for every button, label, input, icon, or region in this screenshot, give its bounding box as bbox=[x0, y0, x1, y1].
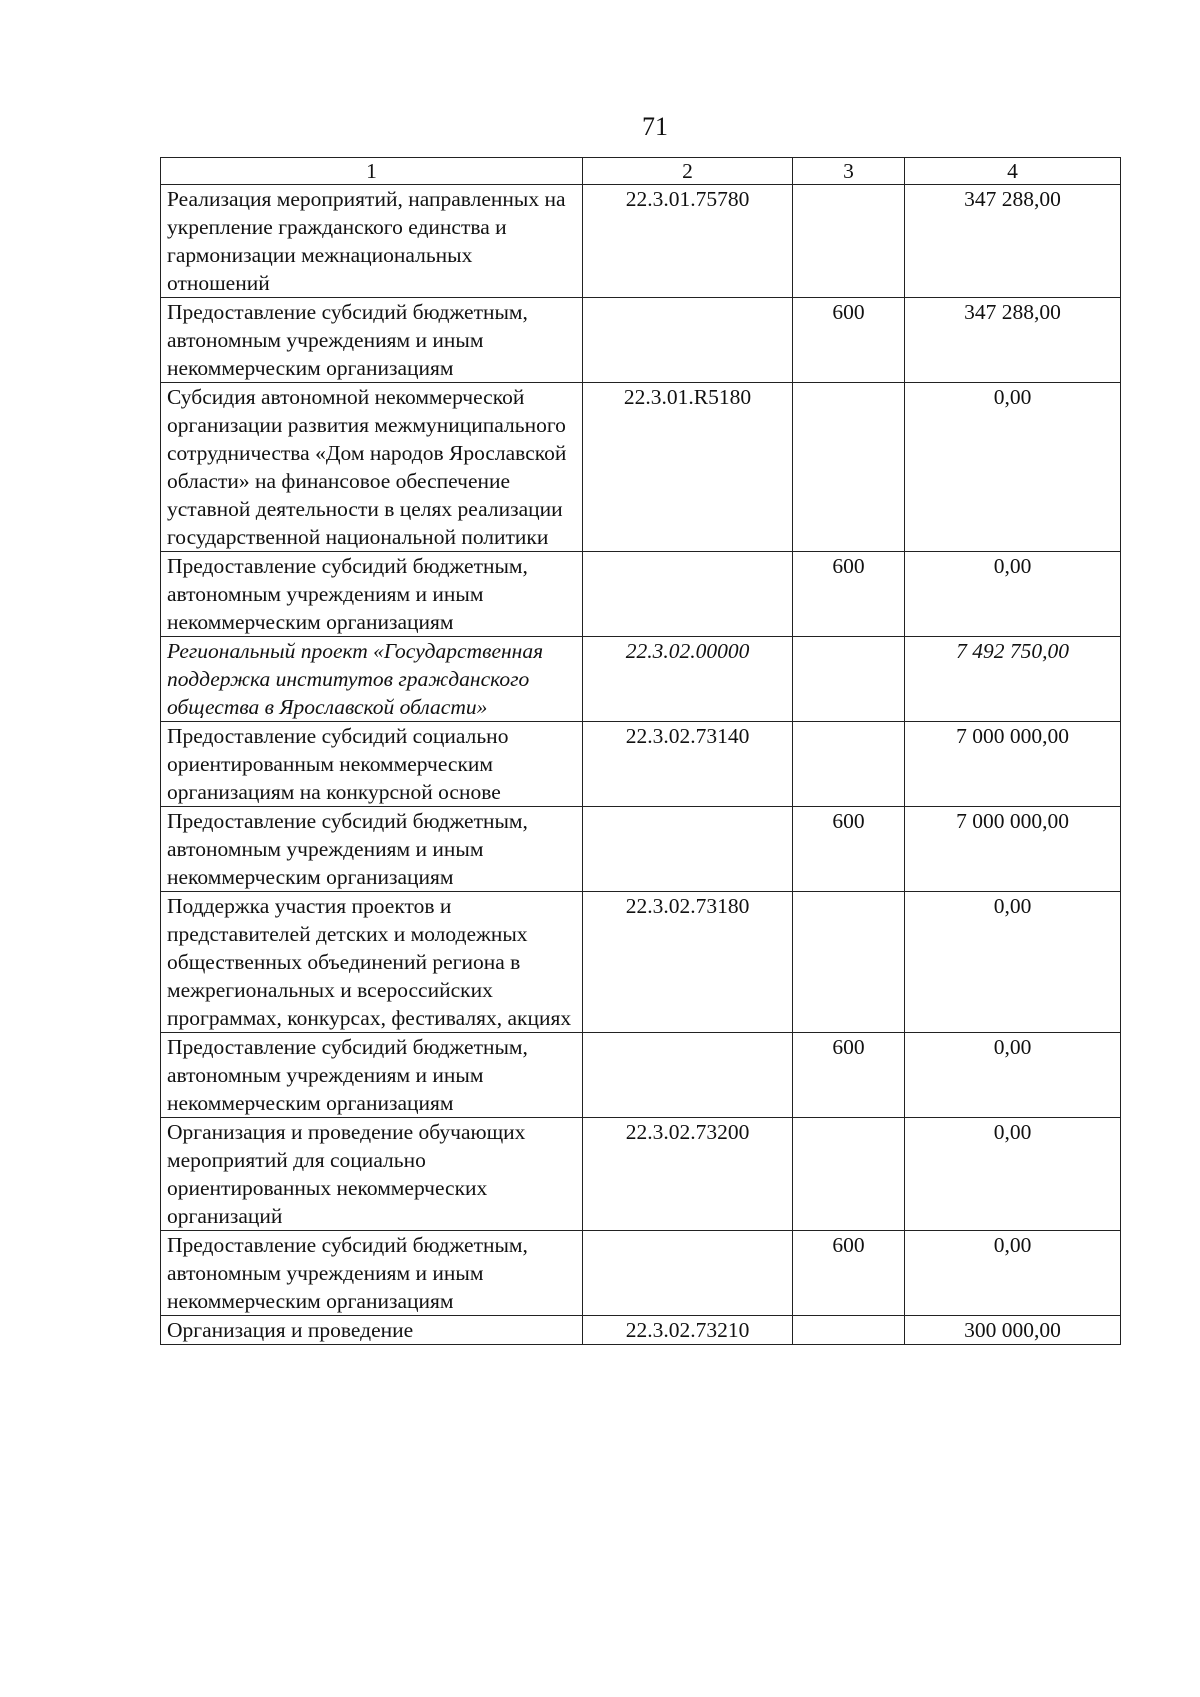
expense-type-cell: 600 bbox=[793, 807, 905, 892]
amount-cell: 7 000 000,00 bbox=[905, 722, 1121, 807]
table-row bbox=[161, 185, 1121, 298]
name-cell: Предоставление субсидий бюджетным, автономным учреждениям и иным некоммерческим организациям bbox=[161, 807, 583, 892]
amount-cell: 0,00 bbox=[905, 1231, 1121, 1316]
code-cell: 22.3.01.R5180 bbox=[583, 383, 793, 552]
amount-cell: 347 288,00 bbox=[905, 298, 1121, 383]
amount-cell: 300 000,00 bbox=[905, 1316, 1121, 1345]
code-cell: 22.3.02.73200 bbox=[583, 1118, 793, 1231]
amount-cell: 0,00 bbox=[905, 1118, 1121, 1231]
expense-type-cell: 600 bbox=[793, 552, 905, 637]
budget-table bbox=[160, 157, 1121, 1345]
table-row bbox=[161, 1231, 1121, 1316]
code-cell: 22.3.02.73180 bbox=[583, 892, 793, 1033]
amount-cell: 0,00 bbox=[905, 383, 1121, 552]
expense-type-cell bbox=[793, 637, 905, 722]
code-cell: 22.3.02.73210 bbox=[583, 1316, 793, 1345]
page-number: 71 bbox=[642, 112, 668, 141]
name-cell: Предоставление субсидий социально ориентированным некоммерческим организациям на конкурсной основе bbox=[161, 722, 583, 807]
code-cell bbox=[583, 1231, 793, 1316]
name-cell: Региональный проект «Государственная поддержка институтов гражданского общества в Ярославской области» bbox=[161, 637, 583, 722]
table-row bbox=[161, 298, 1121, 383]
name-cell: Поддержка участия проектов и представителей детских и молодежных общественных объединений региона в межрегиональных и всероссийских программах, конкурсах, фестивалях, акциях bbox=[161, 892, 583, 1033]
table-body bbox=[161, 185, 1121, 1345]
column-header-4: 4 bbox=[905, 158, 1121, 185]
expense-type-cell: 600 bbox=[793, 1231, 905, 1316]
name-cell: Организация и проведение bbox=[161, 1316, 583, 1345]
amount-cell: 7 492 750,00 bbox=[905, 637, 1121, 722]
table-row bbox=[161, 892, 1121, 1033]
table-row bbox=[161, 1033, 1121, 1118]
code-cell bbox=[583, 1033, 793, 1118]
table-row bbox=[161, 637, 1121, 722]
column-header-3: 3 bbox=[793, 158, 905, 185]
amount-cell: 347 288,00 bbox=[905, 185, 1121, 298]
name-cell: Предоставление субсидий бюджетным, автономным учреждениям и иным некоммерческим организациям bbox=[161, 1231, 583, 1316]
expense-type-cell bbox=[793, 1118, 905, 1231]
name-cell: Предоставление субсидий бюджетным, автономным учреждениям и иным некоммерческим организациям bbox=[161, 1033, 583, 1118]
name-cell: Реализация мероприятий, направленных на укрепление гражданского единства и гармонизации межнациональных отношений bbox=[161, 185, 583, 298]
table-row bbox=[161, 722, 1121, 807]
table-row bbox=[161, 807, 1121, 892]
code-cell bbox=[583, 298, 793, 383]
amount-cell: 0,00 bbox=[905, 552, 1121, 637]
column-header-1: 1 bbox=[161, 158, 583, 185]
name-cell: Субсидия автономной некоммерческой организации развития межмуниципального сотрудничества «Дом народов Ярославской области» на финансовое обеспечение уставной деятельности в целях реализации государственной национальной политики bbox=[161, 383, 583, 552]
code-cell bbox=[583, 807, 793, 892]
table-row bbox=[161, 1118, 1121, 1231]
expense-type-cell bbox=[793, 1316, 905, 1345]
code-cell bbox=[583, 552, 793, 637]
code-cell: 22.3.02.73140 bbox=[583, 722, 793, 807]
name-cell: Организация и проведение обучающих мероприятий для социально ориентированных некоммерческих организаций bbox=[161, 1118, 583, 1231]
amount-cell: 7 000 000,00 bbox=[905, 807, 1121, 892]
expense-type-cell: 600 bbox=[793, 1033, 905, 1118]
table-row bbox=[161, 383, 1121, 552]
table-row bbox=[161, 1316, 1121, 1345]
name-cell: Предоставление субсидий бюджетным, автономным учреждениям и иным некоммерческим организациям bbox=[161, 552, 583, 637]
name-cell: Предоставление субсидий бюджетным, автономным учреждениям и иным некоммерческим организациям bbox=[161, 298, 583, 383]
expense-type-cell bbox=[793, 892, 905, 1033]
amount-cell: 0,00 bbox=[905, 1033, 1121, 1118]
code-cell: 22.3.01.75780 bbox=[583, 185, 793, 298]
table-row bbox=[161, 552, 1121, 637]
amount-cell: 0,00 bbox=[905, 892, 1121, 1033]
expense-type-cell bbox=[793, 383, 905, 552]
column-header-2: 2 bbox=[583, 158, 793, 185]
expense-type-cell bbox=[793, 185, 905, 298]
code-cell: 22.3.02.00000 bbox=[583, 637, 793, 722]
expense-type-cell bbox=[793, 722, 905, 807]
expense-type-cell: 600 bbox=[793, 298, 905, 383]
table-header-row bbox=[161, 158, 1121, 185]
